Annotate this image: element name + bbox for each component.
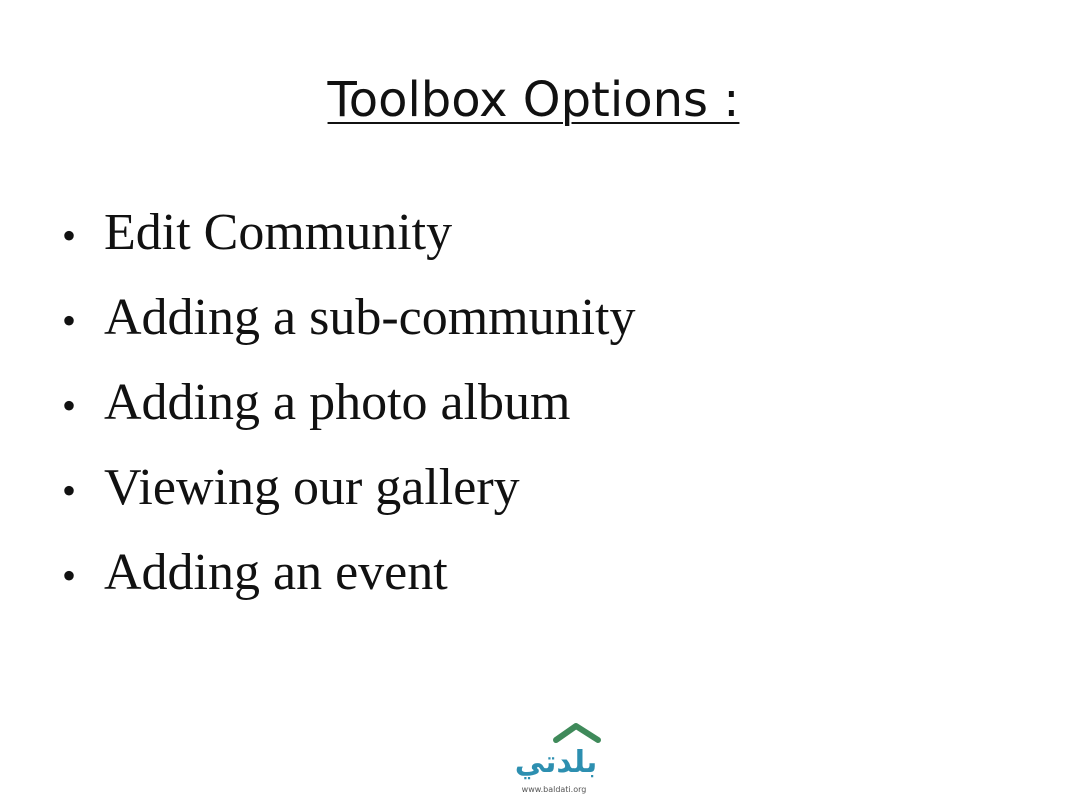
logo-roof-icon (556, 726, 598, 740)
list-item (62, 366, 636, 451)
list-item-label: Adding an event (104, 544, 448, 601)
list-item-label: Adding a sub-community (104, 289, 636, 346)
bullet-icon: • (62, 553, 77, 598)
list-item (62, 536, 636, 621)
baldati-logo (494, 718, 614, 796)
list-item-label: Adding a photo album (104, 374, 571, 431)
logo-wordmark: بلدتي (514, 745, 598, 780)
logo-url: www.baldati.org (521, 785, 587, 794)
list-item (62, 281, 636, 366)
slide-title: Toolbox Options : (327, 72, 740, 128)
bullet-icon: • (62, 468, 77, 513)
list-item-label: Viewing our gallery (104, 459, 520, 516)
list-item (62, 196, 636, 281)
bullet-icon: • (62, 298, 77, 343)
bullet-icon: • (62, 383, 77, 428)
list-item (62, 451, 636, 536)
bullet-list (62, 196, 636, 621)
bullet-icon: • (62, 213, 77, 258)
list-item-label: Edit Community (104, 204, 453, 261)
